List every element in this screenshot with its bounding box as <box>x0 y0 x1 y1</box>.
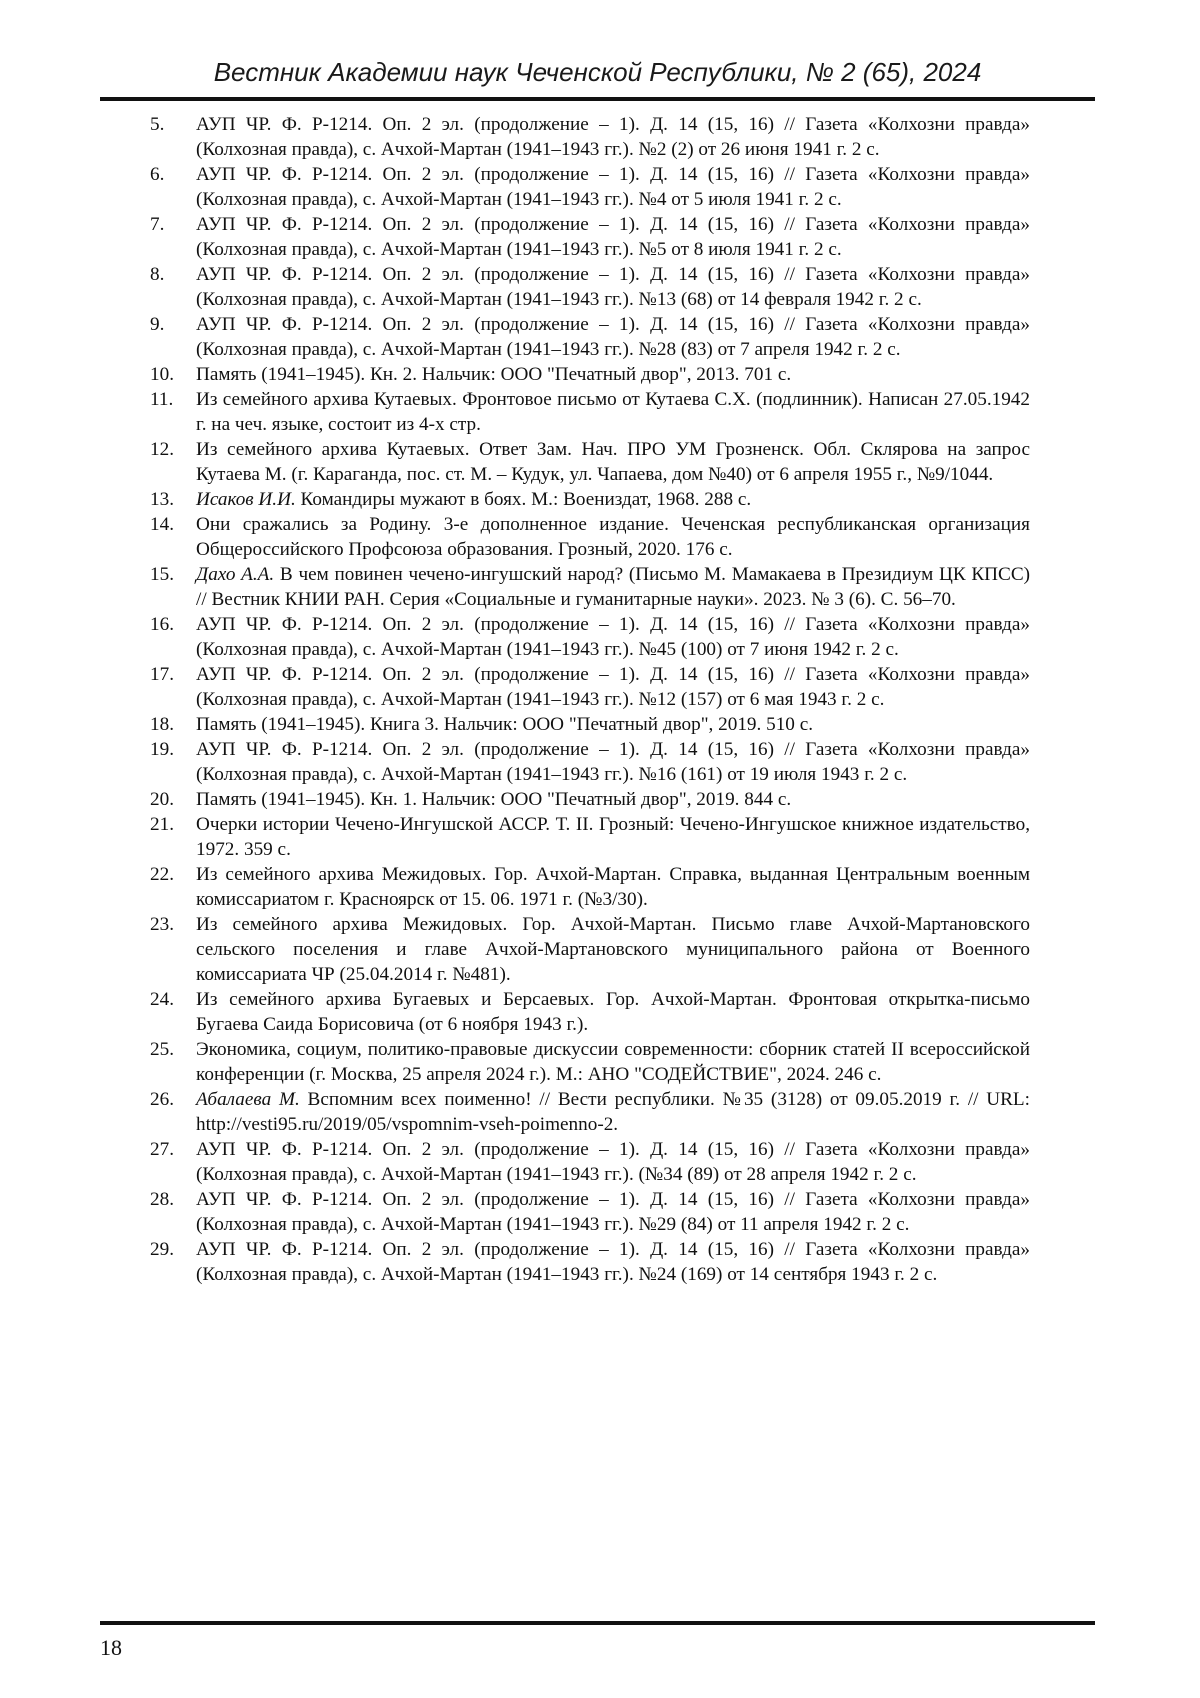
reference-item <box>150 362 1030 387</box>
reference-author: Исаков И.И. <box>196 489 296 510</box>
reference-text: Из семейного архива Межидовых. Гор. Ачхой-Мартан. Письмо главе Ачхой-Мартановского сельского поселения и главе Ачхой-Мартановского муниципального района от Военного комиссариата ЧР (25.04.2014 г. №481). <box>196 914 1030 985</box>
reference-item <box>150 612 1030 662</box>
reference-text: АУП ЧР. Ф. Р-1214. Оп. 2 эл. (продолжение – 1). Д. 14 (15, 16) // Газета «Колхозни правда» (Колхозная правда), с. Ачхой-Мартан (1941–1943 гг.). №29 (84) от 11 апреля 1942 г. 2 с. <box>196 1189 1030 1235</box>
reference-item <box>150 487 1030 512</box>
reference-item <box>150 312 1030 362</box>
reference-text: Из семейного архива Кутаевых. Фронтовое письмо от Кутаева С.Х. (подлинник). Написан 27.05.1942 г. на чеч. языке, состоит из 4-х стр. <box>196 389 1030 435</box>
reference-number: 22. <box>150 864 174 885</box>
reference-item <box>150 712 1030 737</box>
reference-number: 6. <box>150 164 165 185</box>
reference-text: АУП ЧР. Ф. Р-1214. Оп. 2 эл. (продолжение – 1). Д. 14 (15, 16) // Газета «Колхозни правда» (Колхозная правда), с. Ачхой-Мартан (1941–1943 гг.). №4 от 5 июля 1941 г. 2 с. <box>196 164 1030 210</box>
reference-text: Память (1941–1945). Книга 3. Нальчик: ООО "Печатный двор", 2019. 510 с. <box>196 714 814 735</box>
reference-item <box>150 387 1030 437</box>
reference-item <box>150 912 1030 987</box>
reference-number: 9. <box>150 314 165 335</box>
reference-text: Память (1941–1945). Кн. 2. Нальчик: ООО "Печатный двор", 2013. 701 с. <box>196 364 792 385</box>
reference-number: 19. <box>150 739 174 760</box>
reference-item <box>150 512 1030 562</box>
reference-number: 23. <box>150 914 174 935</box>
reference-item <box>150 212 1030 262</box>
reference-item <box>150 1087 1030 1137</box>
reference-number: 25. <box>150 1039 174 1060</box>
reference-item <box>150 662 1030 712</box>
reference-number: 15. <box>150 564 174 585</box>
reference-author: Абалаева М. <box>196 1089 300 1110</box>
reference-number: 20. <box>150 789 174 810</box>
reference-text: АУП ЧР. Ф. Р-1214. Оп. 2 эл. (продолжение – 1). Д. 14 (15, 16) // Газета «Колхозни правда» (Колхозная правда), с. Ачхой-Мартан (1941–1943 гг.). №12 (157) от 6 мая 1943 г. 2 с. <box>196 664 1030 710</box>
reference-text: АУП ЧР. Ф. Р-1214. Оп. 2 эл. (продолжение – 1). Д. 14 (15, 16) // Газета «Колхозни правда» (Колхозная правда), с. Ачхой-Мартан (1941–1943 гг.). №28 (83) от 7 апреля 1942 г. 2 с. <box>196 314 1030 360</box>
reference-text: Память (1941–1945). Кн. 1. Нальчик: ООО "Печатный двор", 2019. 844 с. <box>196 789 792 810</box>
reference-item <box>150 812 1030 862</box>
reference-text: АУП ЧР. Ф. Р-1214. Оп. 2 эл. (продолжение – 1). Д. 14 (15, 16) // Газета «Колхозни правда» (Колхозная правда), с. Ачхой-Мартан (1941–1943 гг.). (№34 (89) от 28 апреля 1942 г. 2 с. <box>196 1139 1030 1185</box>
reference-text: АУП ЧР. Ф. Р-1214. Оп. 2 эл. (продолжение – 1). Д. 14 (15, 16) // Газета «Колхозни правда» (Колхозная правда), с. Ачхой-Мартан (1941–1943 гг.). №24 (169) от 14 сентября 1943 г. 2 с. <box>196 1239 1030 1285</box>
reference-text: В чем повинен чечено-ингушский народ? (Письмо М. Мамакаева в Президиум ЦК КПСС) // Вестник КНИИ РАН. Серия «Социальные и гуманитарные науки». 2023. № 3 (6). С. 56–70. <box>196 564 1031 610</box>
reference-number: 17. <box>150 664 174 685</box>
reference-text: Вспомним всех поименно! // Вести республики. №35 (3128) от 09.05.2019 г. // URL: http://vesti95.ru/2019/05/vspomnim-vseh-poimenno-2. <box>196 1089 1030 1135</box>
reference-number: 29. <box>150 1239 174 1260</box>
reference-item <box>150 1237 1030 1287</box>
header-rule <box>100 97 1095 101</box>
reference-text: Из семейного архива Межидовых. Гор. Ачхой-Мартан. Справка, выданная Центральным военным комиссариатом г. Красноярск от 15. 06. 1971 г. (№3/30). <box>196 864 1030 910</box>
reference-item <box>150 262 1030 312</box>
reference-number: 10. <box>150 364 174 385</box>
footer-rule <box>100 1621 1095 1625</box>
journal-header: Вестник Академии наук Чеченской Республики, № 2 (65), 2024 <box>213 57 982 87</box>
reference-item <box>150 862 1030 912</box>
reference-text: Экономика, социум, политико-правовые дискуссии современности: сборник статей II всероссийской конференции (г. Москва, 25 апреля 2024 г.). М.: АНО "СОДЕЙСТВИЕ", 2024. 246 с. <box>196 1039 1030 1085</box>
reference-number: 21. <box>150 814 174 835</box>
reference-number: 8. <box>150 264 165 285</box>
reference-text: АУП ЧР. Ф. Р-1214. Оп. 2 эл. (продолжение – 1). Д. 14 (15, 16) // Газета «Колхозни правда» (Колхозная правда), с. Ачхой-Мартан (1941–1943 гг.). №16 (161) от 19 июля 1943 г. 2 с. <box>196 739 1030 785</box>
reference-text: АУП ЧР. Ф. Р-1214. Оп. 2 эл. (продолжение – 1). Д. 14 (15, 16) // Газета «Колхозни правда» (Колхозная правда), с. Ачхой-Мартан (1941–1943 гг.). №45 (100) от 7 июня 1942 г. 2 с. <box>196 614 1030 660</box>
reference-item <box>150 562 1030 612</box>
reference-item <box>150 437 1030 487</box>
reference-item <box>150 162 1030 212</box>
reference-text: Очерки истории Чечено-Ингушской АССР. Т. II. Грозный: Чечено-Ингушское книжное издательство, 1972. 359 с. <box>196 814 1030 860</box>
reference-number: 18. <box>150 714 174 735</box>
reference-text: АУП ЧР. Ф. Р-1214. Оп. 2 эл. (продолжение – 1). Д. 14 (15, 16) // Газета «Колхозни правда» (Колхозная правда), с. Ачхой-Мартан (1941–1943 гг.). №13 (68) от 14 февраля 1942 г. 2 с. <box>196 264 1030 310</box>
reference-text: АУП ЧР. Ф. Р-1214. Оп. 2 эл. (продолжение – 1). Д. 14 (15, 16) // Газета «Колхозни правда» (Колхозная правда), с. Ачхой-Мартан (1941–1943 гг.). №5 от 8 июля 1941 г. 2 с. <box>196 214 1030 260</box>
reference-number: 28. <box>150 1189 174 1210</box>
reference-text: Они сражались за Родину. 3-е дополненное издание. Чеченская республиканская организация Общероссийского Профсоюза образования. Грозный, 2020. 176 с. <box>196 514 1030 560</box>
reference-number: 14. <box>150 514 174 535</box>
reference-author: Дахо А.А. <box>196 564 275 585</box>
reference-number: 7. <box>150 214 165 235</box>
reference-item <box>150 987 1030 1037</box>
reference-number: 11. <box>150 389 174 410</box>
reference-list <box>150 112 1030 1287</box>
reference-text: АУП ЧР. Ф. Р-1214. Оп. 2 эл. (продолжение – 1). Д. 14 (15, 16) // Газета «Колхозни правда» (Колхозная правда), с. Ачхой-Мартан (1941–1943 гг.). №2 (2) от 26 июня 1941 г. 2 с. <box>196 114 1030 160</box>
reference-number: 13. <box>150 489 174 510</box>
reference-number: 26. <box>150 1089 174 1110</box>
reference-number: 27. <box>150 1139 174 1160</box>
reference-number: 24. <box>150 989 174 1010</box>
reference-item <box>150 737 1030 787</box>
reference-item <box>150 1137 1030 1187</box>
reference-item <box>150 1037 1030 1087</box>
reference-text: Из семейного архива Бугаевых и Берсаевых. Гор. Ачхой-Мартан. Фронтовая открытка-письмо Бугаева Саида Борисовича (от 6 ноября 1943 г.). <box>196 989 1030 1035</box>
reference-item <box>150 112 1030 162</box>
page-number: 18 <box>100 1635 122 1660</box>
reference-number: 16. <box>150 614 174 635</box>
reference-text: Из семейного архива Кутаевых. Ответ Зам. Нач. ПРО УМ Грозненск. Обл. Склярова на запрос Кутаева М. (г. Караганда, пос. ст. М. – Кудук, ул. Чапаева, дом №40) от 6 апреля 1955 г., №9/1044. <box>196 439 1030 485</box>
reference-number: 12. <box>150 439 174 460</box>
reference-text: Командиры мужают в боях. М.: Воениздат, 1968. 288 с. <box>295 489 752 510</box>
reference-item <box>150 1187 1030 1237</box>
reference-number: 5. <box>150 114 165 135</box>
reference-item <box>150 787 1030 812</box>
